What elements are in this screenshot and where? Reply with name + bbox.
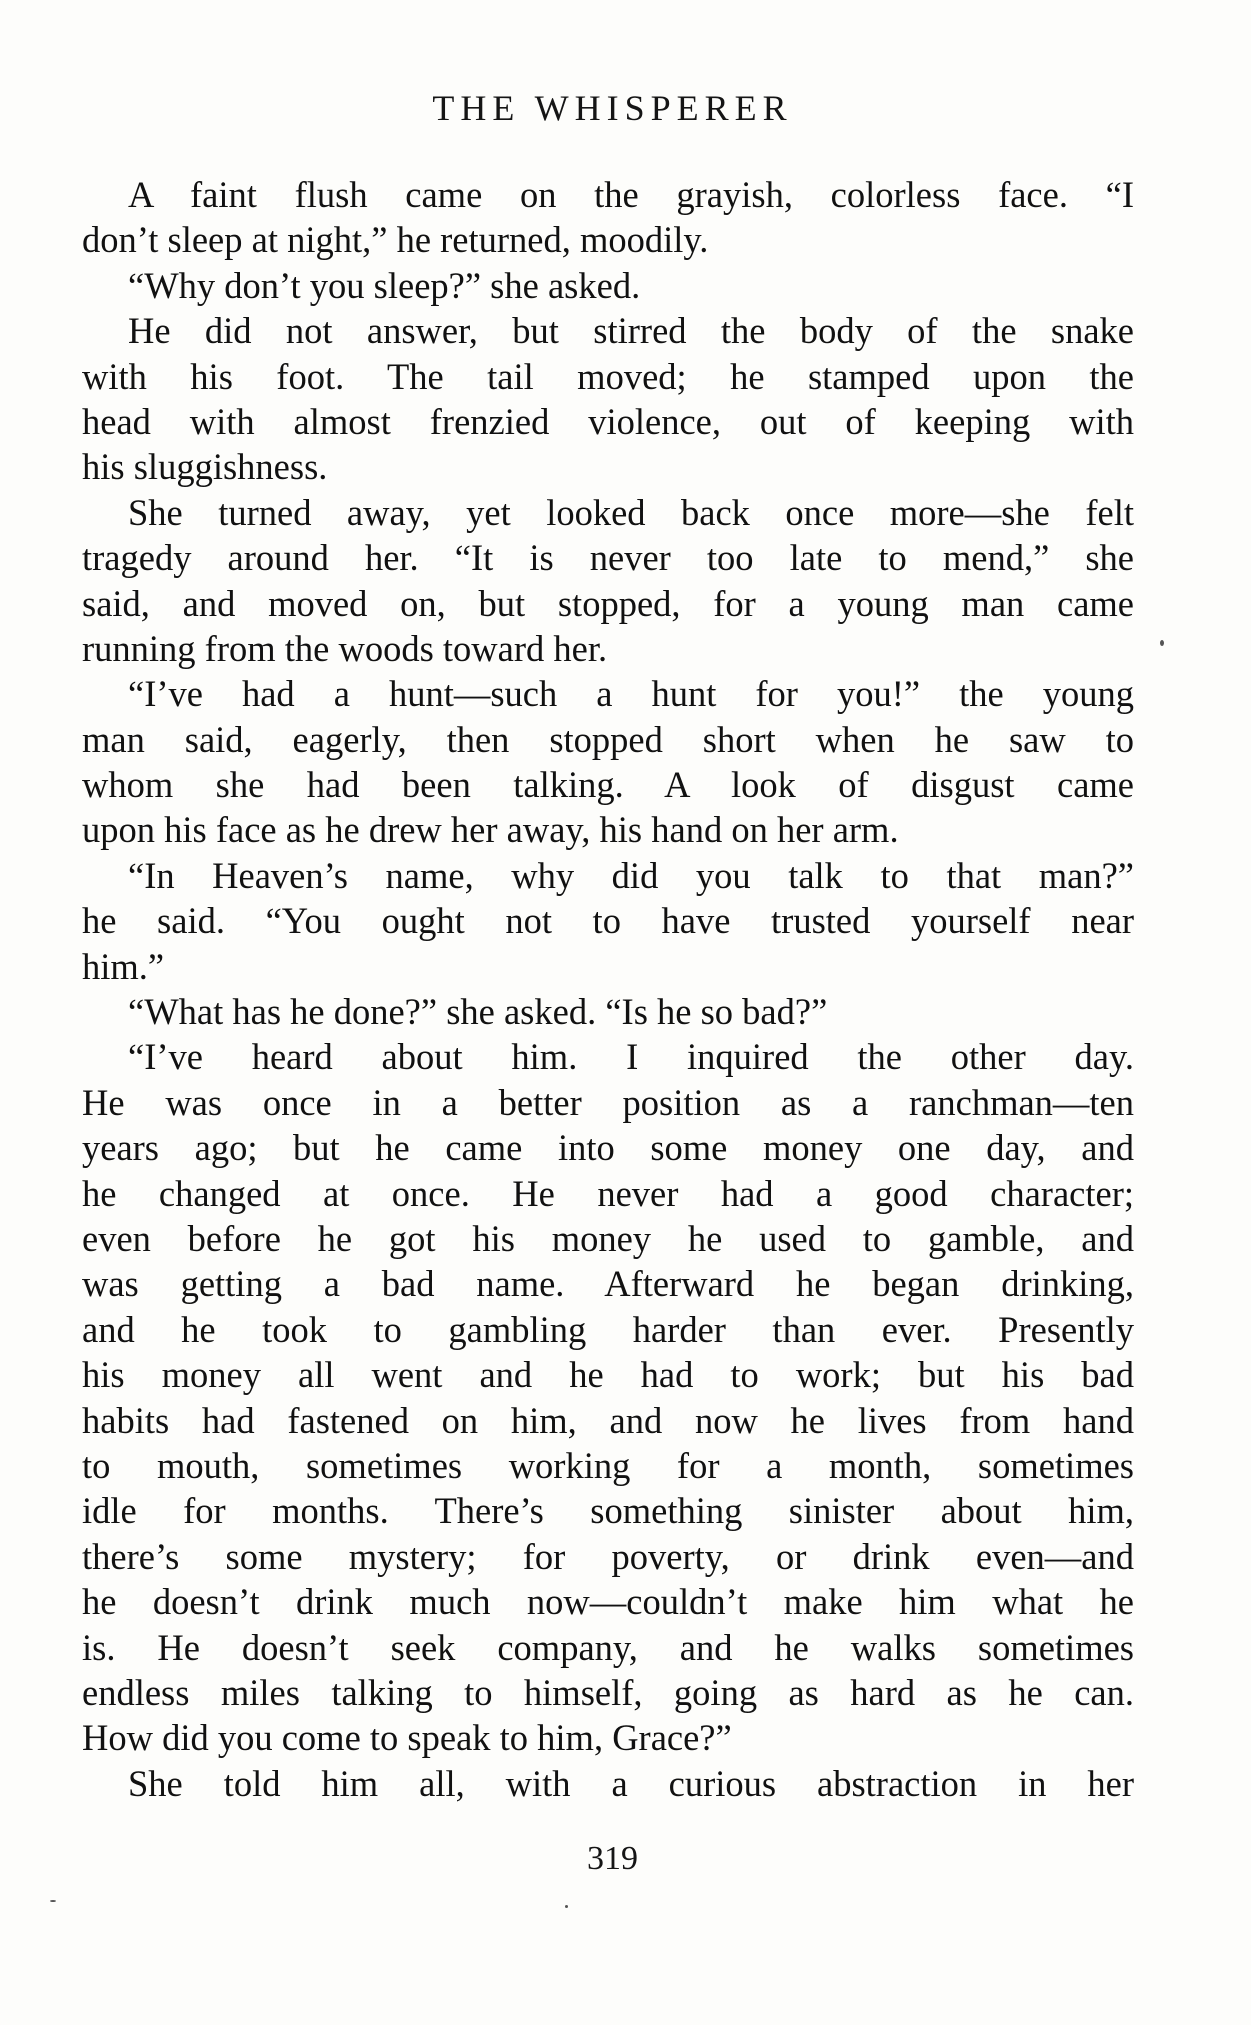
text-line: he changed at once. He never had a good character; bbox=[82, 1172, 1134, 1214]
text-line: A faint flush came on the grayish, colorless face. “I bbox=[128, 174, 1134, 215]
text-line: him.” bbox=[82, 945, 165, 987]
text-line: How did you come to speak to him, Grace?” bbox=[82, 1717, 732, 1759]
text-line: man said, eagerly, then stopped short when he saw to bbox=[82, 718, 1134, 760]
ink-speck bbox=[1160, 640, 1164, 646]
text-line: he doesn’t drink much now—couldn’t make him what he bbox=[82, 1581, 1134, 1623]
text-line: head with almost frenzied violence, out of keeping with bbox=[82, 400, 1134, 442]
text-line: tragedy around her. “It is never too late to mend,” she bbox=[82, 537, 1134, 579]
text-line: idle for months. There’s something sinister about him, bbox=[82, 1490, 1134, 1532]
text-line: upon his face as he drew her away, his hand on her arm. bbox=[82, 809, 899, 851]
text-line: is. He doesn’t seek company, and he walks sometimes bbox=[82, 1626, 1134, 1668]
text-line: “In Heaven’s name, why did you talk to that man?” bbox=[128, 854, 1134, 896]
text-line: He was once in a better position as a ranchman—ten bbox=[82, 1081, 1134, 1123]
text-line: She turned away, yet looked back once more—she felt bbox=[128, 491, 1134, 533]
text-line: running from the woods toward her. bbox=[82, 627, 608, 669]
text-line: his sluggishness. bbox=[82, 446, 328, 488]
ink-speck bbox=[50, 1900, 56, 1902]
text-line: endless miles talking to himself, going as hard as he can. bbox=[82, 1671, 1134, 1713]
text-line: “What has he done?” she asked. “Is he so bad?” bbox=[128, 991, 828, 1033]
text-line: years ago; but he came into some money one day, and bbox=[82, 1127, 1134, 1169]
text-line: even before he got his money he used to gamble, and bbox=[82, 1217, 1134, 1259]
text-line: don’t sleep at night,” he returned, moodily. bbox=[82, 219, 709, 261]
text-line: He did not answer, but stirred the body of the snake bbox=[128, 310, 1134, 352]
text-line: his money all went and he had to work; but his bad bbox=[82, 1354, 1134, 1396]
text-line: was getting a bad name. Afterward he began drinking, bbox=[82, 1263, 1134, 1305]
running-head: THE WHISPERER bbox=[432, 88, 793, 128]
text-line: he said. “You ought not to have trusted yourself near bbox=[82, 900, 1134, 942]
text-line: and he took to gambling harder than ever. Presently bbox=[82, 1308, 1134, 1350]
text-line: “Why don’t you sleep?” she asked. bbox=[128, 264, 641, 306]
text-line: said, and moved on, but stopped, for a young man came bbox=[82, 582, 1134, 624]
text-line: “I’ve heard about him. I inquired the other day. bbox=[128, 1036, 1134, 1078]
body-text bbox=[82, 172, 1134, 1806]
text-line: whom she had been talking. A look of disgust came bbox=[82, 764, 1134, 806]
text-line: with his foot. The tail moved; he stamped upon the bbox=[82, 355, 1134, 397]
ink-speck bbox=[565, 1905, 568, 1908]
text-line: “I’ve had a hunt—such a hunt for you!” the young bbox=[128, 673, 1134, 715]
text-line: there’s some mystery; for poverty, or drink even—and bbox=[82, 1535, 1134, 1577]
text-line: to mouth, sometimes working for a month, sometimes bbox=[82, 1444, 1134, 1486]
text-line: habits had fastened on him, and now he lives from hand bbox=[82, 1399, 1134, 1441]
text-line: She told him all, with a curious abstraction in her bbox=[128, 1762, 1134, 1804]
page-number: 319 bbox=[587, 1840, 638, 1877]
